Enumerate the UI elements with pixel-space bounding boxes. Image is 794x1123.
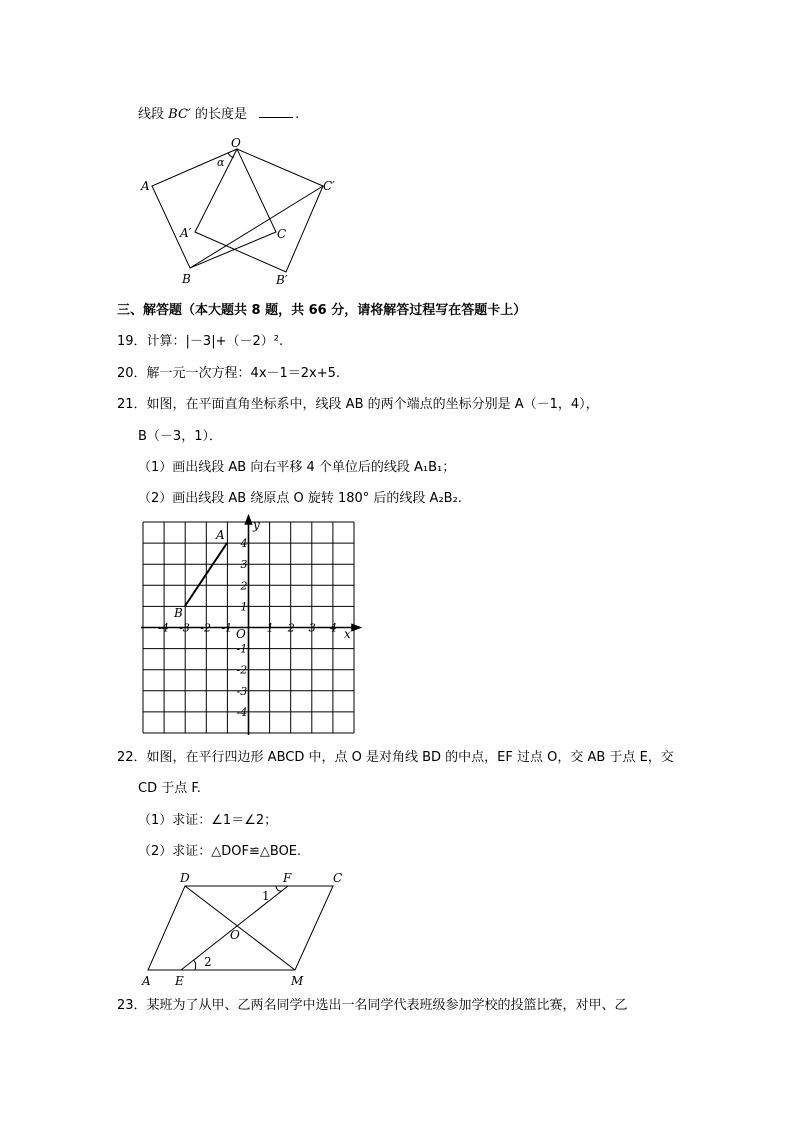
label-A: A	[141, 179, 150, 193]
label-A: A	[216, 528, 225, 542]
question-22-line2: CD 于点 F.	[138, 781, 201, 796]
label-B: B	[182, 272, 191, 286]
y-tick-label: -3	[236, 684, 248, 698]
label-alpha: α	[217, 156, 225, 169]
label-1: 1	[262, 889, 270, 903]
x-tick-label: -2	[200, 621, 212, 635]
label-A1: A′	[180, 226, 192, 240]
y-tick-label: 4	[240, 537, 248, 551]
label-O: O	[230, 928, 240, 942]
angle-2-arc	[193, 960, 196, 970]
y-tick-label: -2	[236, 663, 248, 677]
y-tick-label: 2	[240, 579, 248, 593]
axis-x-label: x	[344, 627, 351, 641]
label-A: A	[142, 974, 151, 988]
diagonal-DM	[185, 886, 295, 970]
y-tick-label: -1	[236, 642, 248, 656]
x-tick-label: 4	[329, 621, 337, 635]
x-tick-label: -3	[179, 621, 190, 635]
question-21-line2: B（－3，1）．	[138, 429, 222, 444]
label-B: B	[174, 606, 183, 620]
label-F: F	[283, 871, 292, 885]
question-22-sub2: （2）求证：△DOF≌△BOE.	[138, 844, 302, 859]
y-tick-label: -4	[236, 705, 248, 719]
question-21-line1: 21．如图，在平面直角坐标系中，线段 AB 的两个端点的坐标分别是 A（－1，4），	[117, 397, 599, 412]
label-M: M	[291, 974, 304, 988]
question-22-line1: 22．如图，在平行四边形 ABCD 中，点 O 是对角线 BD 的中点，EF 过点 O，交 AB 于点 E，交	[117, 750, 674, 765]
question-22-sub1: （1）求证：∠1＝∠2；	[138, 813, 278, 828]
label-O: O	[231, 136, 241, 150]
label-E: E	[175, 974, 184, 988]
question-23-line1: 23．某班为了从甲、乙两名同学中选出一名同学代表班级参加学校的投篮比赛，对甲、乙	[117, 998, 628, 1013]
label-B1: B′	[276, 273, 288, 287]
section-heading: 三、解答题（本大题共 8 题，共 66 分，请将解答过程写在答题卡上）	[117, 303, 527, 318]
question-20: 20．解一元一次方程：4x－1＝2x+5.	[117, 366, 341, 381]
angle-1-arc	[276, 886, 282, 891]
label-C: C	[277, 227, 287, 241]
x-tick-label: 2	[287, 621, 295, 635]
q18-text: 线段 BC′ 的长度是 .	[138, 107, 300, 122]
label-2: 2	[204, 955, 212, 969]
x-tick-label: 3	[308, 621, 316, 635]
question-19: 19．计算：|－3|+（－2）².	[117, 334, 284, 349]
x-tick-label: 1	[266, 621, 274, 635]
x-tick-label: -1	[221, 621, 233, 635]
label-C: C	[333, 871, 343, 885]
question-21-sub1: （1）画出线段 AB 向右平移 4 个单位后的线段 A₁B₁；	[138, 460, 456, 475]
question-21-sub2: （2）画出线段 AB 绕原点 O 旋转 180° 后的线段 A₂B₂.	[138, 491, 462, 506]
y-tick-label: 1	[240, 600, 248, 614]
axis-y-label: y	[253, 518, 260, 532]
label-D: D	[180, 871, 190, 885]
x-tick-label: -4	[158, 621, 169, 635]
q18-segment: BC′	[168, 107, 191, 122]
y-tick-label: 3	[240, 558, 248, 572]
label-C1: C′	[323, 179, 335, 193]
origin-label: O	[236, 627, 246, 641]
